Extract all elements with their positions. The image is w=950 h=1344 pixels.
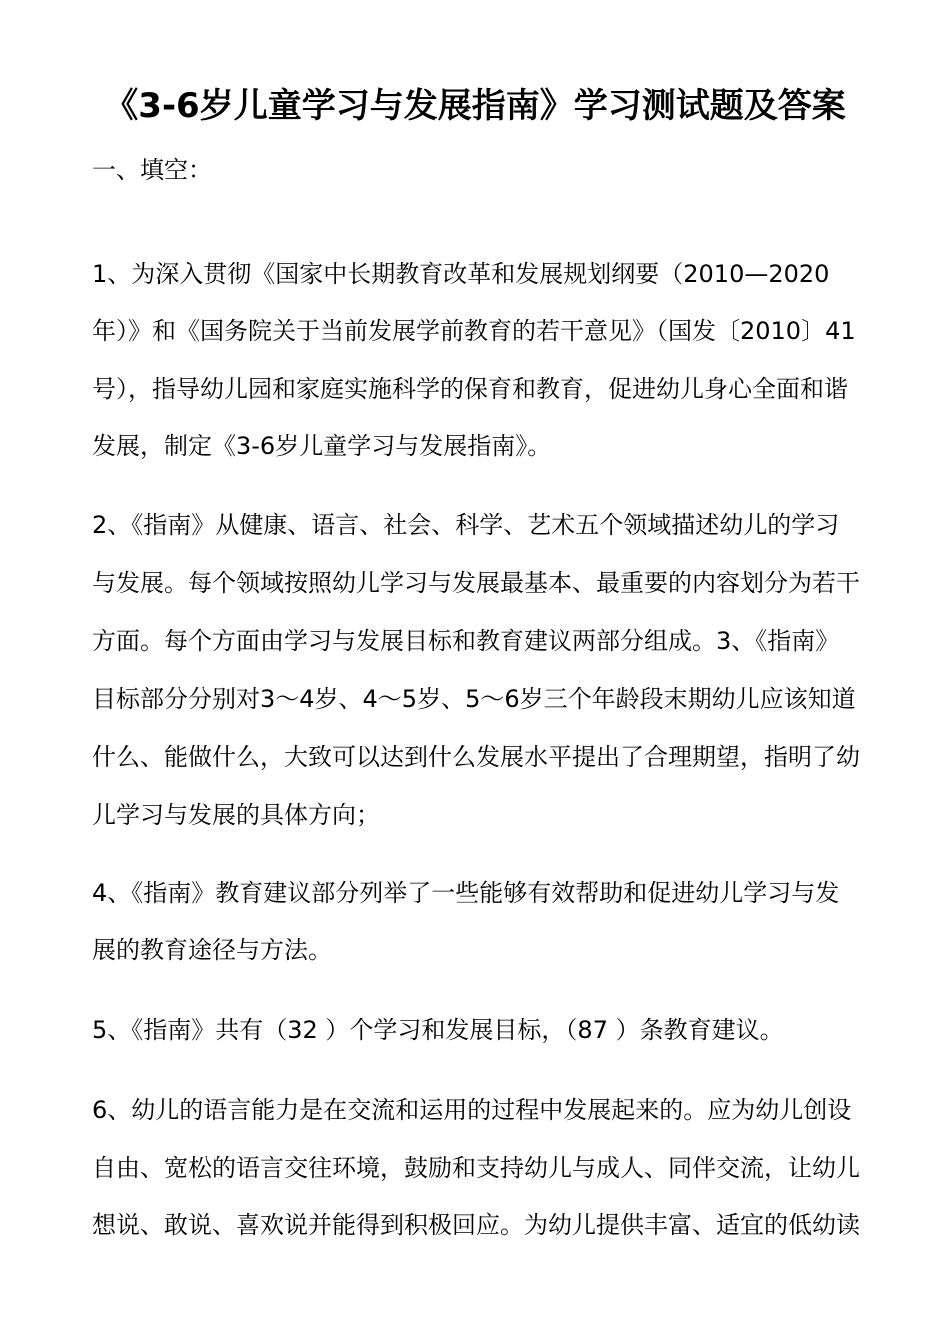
paragraph-line: 什么、能做什么，大致可以达到什么发展水平提出了合理期望，指明了幼	[92, 743, 860, 771]
paragraph-line: 5、《指南》共有（32 ）个学习和发展目标，（87 ）条教育建议。	[92, 1016, 784, 1044]
paragraph-line: 1、为深入贯彻《国家中长期教育改革和发展规划纲要（2010—2020	[92, 260, 830, 288]
section-heading: 一、填空：	[92, 156, 212, 184]
paragraph-line: 号），指导幼儿园和家庭实施科学的保育和教育，促进幼儿身心全面和谐	[92, 375, 848, 403]
paragraph-line: 儿学习与发展的具体方向；	[92, 801, 380, 829]
paragraph-line: 4、《指南》教育建议部分列举了一些能够有效帮助和促进幼儿学习与发	[92, 879, 840, 907]
paragraph-line: 年）》和《国务院关于当前发展学前教育的若干意见》（国发〔2010〕41	[92, 317, 856, 345]
paragraph-line: 6、幼儿的语言能力是在交流和运用的过程中发展起来的。应为幼儿创设	[92, 1096, 852, 1124]
paragraph-line: 展的教育途径与方法。	[92, 936, 332, 964]
document-title: 《3-6岁儿童学习与发展指南》学习测试题及答案	[104, 86, 846, 126]
paragraph-line: 想说、敢说、喜欢说并能得到积极回应。为幼儿提供丰富、适宜的低幼读	[92, 1211, 860, 1239]
paragraph-line: 方面。每个方面由学习与发展目标和教育建议两部分组成。3、《指南》	[92, 627, 840, 655]
paragraph-line: 与发展。每个领域按照幼儿学习与发展最基本、最重要的内容划分为若干	[92, 569, 860, 597]
paragraph-line: 目标部分分别对3～4岁、4～5岁、5～6岁三个年龄段末期幼儿应该知道	[92, 685, 856, 713]
paragraph-line: 2、《指南》从健康、语言、社会、科学、艺术五个领域描述幼儿的学习	[92, 511, 840, 539]
paragraph-line: 发展，制定《3-6岁儿童学习与发展指南》。	[92, 432, 552, 460]
paragraph-line: 自由、宽松的语言交往环境，鼓励和支持幼儿与成人、同伴交流，让幼儿	[92, 1154, 860, 1182]
